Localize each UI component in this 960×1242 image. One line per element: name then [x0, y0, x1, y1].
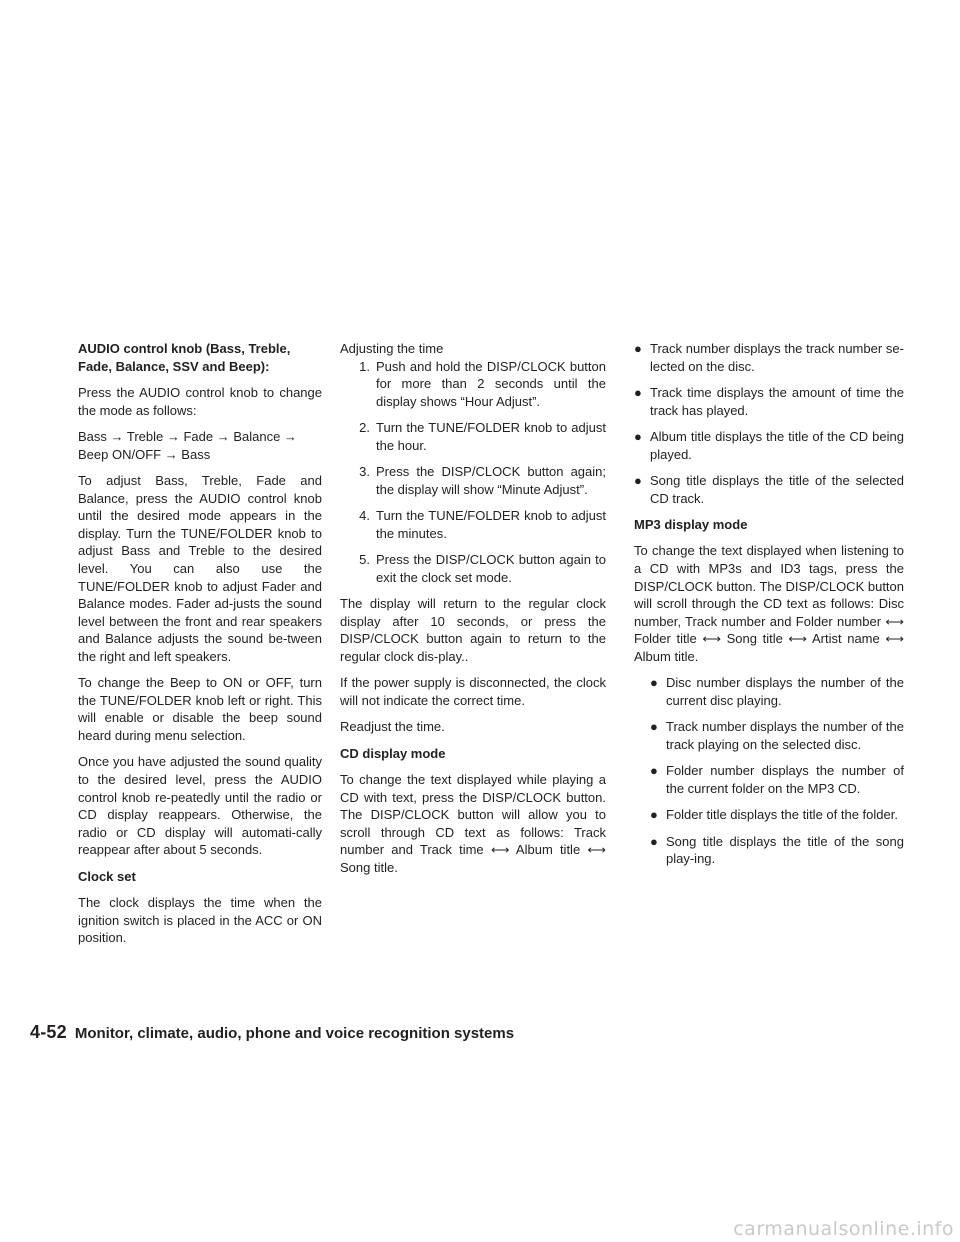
mp3-display-heading: MP3 display mode: [634, 516, 748, 532]
paragraph: Once you have adjusted the sound quality to the desired level, press the AUDIO control knob re-peatedly until the radio or CD display reappears. Otherwise, the radio or CD display will automati-cally reappear after about 5 seconds.: [78, 754, 322, 858]
bullet-icon: ●: [650, 763, 658, 779]
paragraph: To change the Beep to ON or OFF, turn the TUNE/FOLDER knob left or right. This will enable or disable the beep sound heard during menu selection.: [78, 675, 322, 744]
bullet-text: Song title displays the title of the selected CD track.: [650, 472, 904, 506]
step-number: 5.: [359, 552, 370, 568]
adjust-time-steps: [340, 358, 606, 587]
list-item: [634, 472, 904, 507]
paragraph: To change the text displayed while playing a CD with text, press the DISP/CLOCK button. The DISP/CLOCK button will allow you to scroll through CD text as follows: Track number and Track time ⟷ Album title ⟷ Song title.: [340, 772, 606, 876]
adjust-time-intro: Adjusting the time: [340, 341, 444, 356]
step-number: 4.: [359, 508, 370, 524]
bullet-text: Folder number displays the number of the current folder on the MP3 CD.: [666, 763, 904, 796]
step-text: Turn the TUNE/FOLDER knob to adjust the hour.: [376, 420, 606, 453]
list-item: [340, 419, 606, 454]
list-item: [634, 833, 904, 868]
paragraph: The display will return to the regular clock display after 10 seconds, or press the DISP/CLOCK button again to return to the regular clock dis-play..: [340, 596, 606, 664]
bullet-icon: ●: [634, 472, 642, 488]
paragraph: If the power supply is disconnected, the clock will not indicate the correct time.: [340, 675, 606, 708]
clock-set-heading: Clock set: [78, 868, 136, 884]
list-item: [634, 762, 904, 797]
step-text: Turn the TUNE/FOLDER knob to adjust the minutes.: [376, 508, 606, 541]
list-item: [340, 551, 606, 586]
column-3: [634, 340, 904, 877]
list-item: [340, 463, 606, 498]
column-1: [78, 340, 322, 956]
bullet-icon: ●: [634, 384, 642, 400]
audio-knob-heading: AUDIO control knob (Bass, Treble, Fade, Balance, SSV and Beep):: [78, 341, 291, 374]
bullet-icon: ●: [650, 675, 658, 691]
list-item: [634, 806, 904, 824]
bullet-text: Track number displays the number of the track playing on the selected disc.: [666, 719, 904, 752]
column-2: [340, 340, 606, 885]
bullet-text: Track number displays the track number se-lected on the disc.: [650, 341, 904, 374]
page-footer: [30, 1022, 514, 1044]
cd-display-bullets: [634, 340, 904, 507]
bullet-icon: ●: [650, 719, 658, 735]
list-item: [340, 358, 606, 411]
bullet-text: Disc number displays the number of the current disc playing.: [666, 675, 904, 708]
page-number: 4-52: [30, 1022, 67, 1042]
section-title: Monitor, climate, audio, phone and voice recognition systems: [74, 1025, 515, 1042]
bullet-icon: ●: [650, 807, 658, 823]
mode-sequence: Bass → Treble → Fade → Balance → Beep ON/OFF → Bass: [78, 428, 297, 462]
paragraph: Press the AUDIO control knob to change the mode as follows:: [78, 384, 322, 418]
bullet-icon: ●: [650, 833, 658, 849]
bullet-text: Song title displays the title of the song play-ing.: [666, 833, 904, 867]
watermark: carmanualsonline.info: [733, 1218, 954, 1240]
step-text: Press the DISP/CLOCK button again to exit the clock set mode.: [376, 552, 606, 585]
list-item: [634, 428, 904, 463]
mp3-display-bullets: [634, 674, 904, 868]
paragraph: To change the text displayed when listening to a CD with MP3s and ID3 tags, press the DISP/CLOCK button. The DISP/CLOCK button will scroll through the CD text as follows: Disc number, Track number and Folder number ⟷ Folder title ⟷ Song title ⟷ Artist name ⟷ Album title.: [634, 543, 904, 664]
list-item: [634, 340, 904, 375]
bullet-icon: ●: [634, 428, 642, 444]
paragraph: Readjust the time.: [340, 719, 445, 735]
bullet-text: Album title displays the title of the CD being played.: [650, 428, 904, 462]
list-item: [340, 507, 606, 542]
cd-display-heading: CD display mode: [340, 745, 446, 761]
step-text: Press the DISP/CLOCK button again; the display will show “Minute Adjust”.: [376, 464, 606, 497]
bullet-text: Track time displays the amount of time the track has played.: [650, 384, 904, 418]
step-number: 2.: [359, 420, 370, 436]
list-item: [634, 384, 904, 419]
paragraph: The clock displays the time when the ignition switch is placed in the ACC or ON position.: [78, 895, 322, 946]
list-item: [634, 674, 904, 709]
step-text: Push and hold the DISP/CLOCK button for more than 2 seconds until the display shows “Hour Adjust”.: [376, 358, 606, 409]
bullet-icon: ●: [634, 341, 642, 356]
step-number: 1.: [359, 358, 370, 374]
bullet-text: Folder title displays the title of the folder.: [666, 807, 898, 823]
list-item: [634, 718, 904, 753]
paragraph: To adjust Bass, Treble, Fade and Balance, press the AUDIO control knob until the desired mode appears in the display. Turn the TUNE/FOLDER knob to adjust Bass and Treble to the desired level. You can also use the TUNE/FOLDER knob to adjust Fader and Balance modes. Fader ad-justs the sound level between the front and rear speakers and Balance adjusts the sound be-tween the right and left speakers.: [78, 472, 322, 664]
step-number: 3.: [359, 464, 370, 480]
